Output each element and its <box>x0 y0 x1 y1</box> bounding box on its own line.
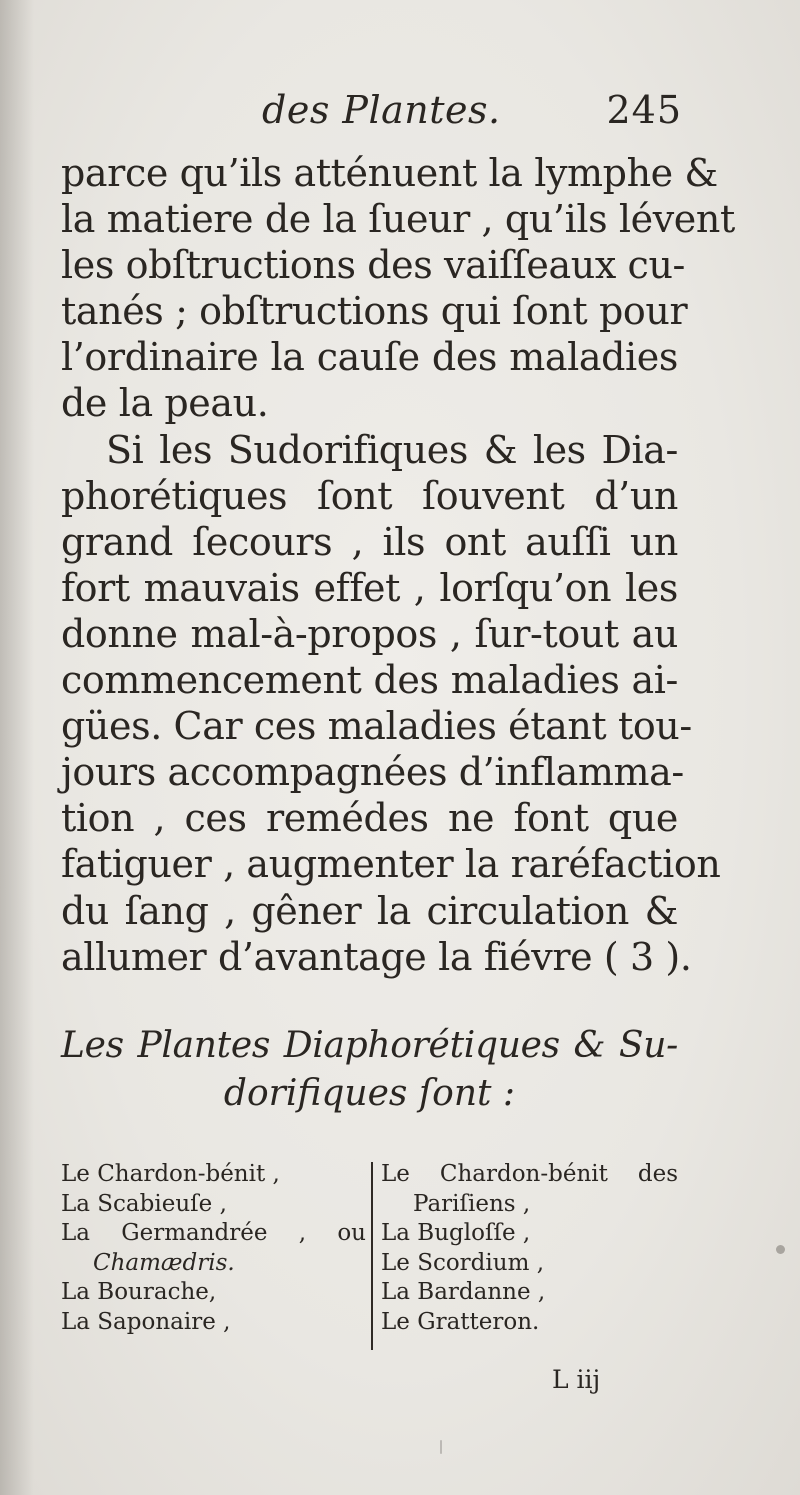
plant-item: Le Chardon-bénit des <box>381 1161 678 1187</box>
text-line: jours accompagnées d’inflamma- <box>61 750 684 795</box>
section-heading-line: Les Plantes Diaphorétiques & Su- <box>61 1025 678 1066</box>
text-line: de la peau. <box>61 381 269 426</box>
text-line: du ſang , gêner la circulation & <box>61 888 678 933</box>
text-line: phorétiques ſont ſouvent d’un <box>61 473 678 518</box>
text-line: gües. Car ces maladies étant tou- <box>61 704 692 749</box>
plant-item: La Bugloſſe , <box>381 1220 531 1246</box>
text-line: allumer d’avantage la fiévre ( 3 ). <box>61 934 692 979</box>
text-line: commencement des maladies ai- <box>61 658 678 703</box>
text-line: fort mauvais effet , lorſqu’on les <box>61 565 678 610</box>
plant-column-right <box>381 1160 678 1337</box>
plant-item: Le Chardon-bénit , <box>61 1161 280 1187</box>
text-line: parce qu’ils atténuent la lymphe & <box>61 151 718 195</box>
page-number: 245 <box>606 88 682 132</box>
section-heading-line: dorifiques ſont : <box>223 1073 516 1114</box>
text-line: donne mal-à-propos , ſur-tout au <box>61 611 678 656</box>
signature-mark: L iij <box>552 1365 601 1394</box>
text-line: grand ſecours , ils ont auſſi un <box>61 519 678 564</box>
text-line: la matiere de la ſueur , qu’ils lévent <box>61 197 735 242</box>
plant-item: La Saponaire , <box>61 1308 231 1335</box>
paper-mark <box>440 1440 442 1454</box>
running-header <box>262 88 682 140</box>
text-line: l’ordinaire la cauſe des maladies <box>61 335 678 380</box>
plant-item: La Scabieuſe , <box>61 1190 227 1217</box>
text-line: Si les Sudorifiques & les Dia- <box>106 427 678 472</box>
column-divider <box>371 1162 373 1350</box>
running-title: des Plantes. <box>262 88 501 132</box>
gutter-shadow <box>0 0 34 1495</box>
paper-speck <box>776 1245 785 1254</box>
plant-item: Pariſiens , <box>413 1190 531 1217</box>
text-line: fatiguer , augmenter la raréfaction <box>61 842 721 887</box>
text-line: les obſtructions des vaiſſeaux cu- <box>61 243 685 288</box>
body-text <box>61 150 735 980</box>
plant-item: La Bourache, <box>61 1279 217 1305</box>
plant-item: Le Scordium , <box>381 1249 544 1276</box>
text-line: tion , ces remédes ne font que <box>61 796 678 841</box>
plant-column-left <box>61 1160 366 1337</box>
plant-item: Chamædris. <box>93 1249 235 1276</box>
plant-item: La Germandrée , ou <box>61 1220 366 1246</box>
plant-list <box>61 1160 678 1355</box>
text-line: tanés ; obſtructions qui ſont pour <box>61 289 688 334</box>
plant-item: La Bardanne , <box>381 1279 546 1305</box>
plant-item: Le Gratteron. <box>381 1308 540 1335</box>
section-heading <box>61 1022 678 1118</box>
